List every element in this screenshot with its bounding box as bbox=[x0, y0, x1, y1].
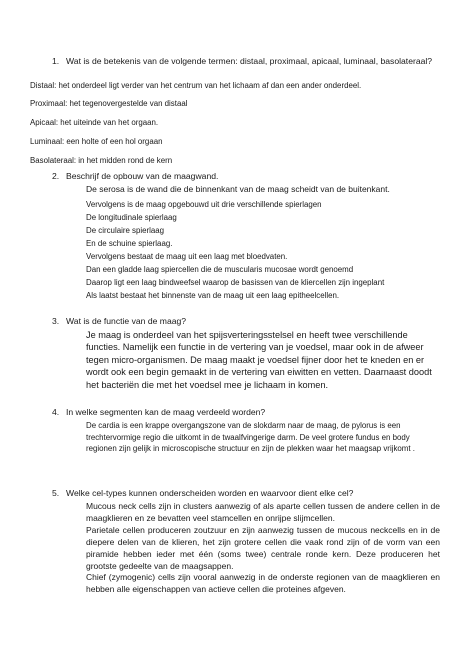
definition-distaal: Distaal: het onderdeel ligt verder van het centrum van het lichaam af dan een ander onderdeel. bbox=[30, 81, 362, 90]
question-text: Wat is de betekenis van de volgende termen: distaal, proximaal, apicaal, luminaal, basolateraal? bbox=[66, 56, 433, 66]
question-text: In welke segmenten kan de maag verdeeld worden? bbox=[66, 407, 266, 417]
answer-paragraph: Mucous neck cells zijn in clusters aanwezig of als aparte cellen tussen de andere cellen in de maagklieren en ze bevatten veel stamcellen en onrijpe slijmcellen. bbox=[86, 501, 440, 523]
answer-line: Als laatst bestaat het binnenste van de maag uit een laag epitheelcellen. bbox=[86, 291, 340, 300]
question-1 bbox=[52, 56, 436, 68]
answer-line: De circulaire spierlaag bbox=[86, 226, 165, 235]
answer-paragraph: Chief (zymogenic) cells zijn vooral aanwezig in de onderste regionen van de maagklieren en hebben alle eigenschappen van actieve cellen die proteines afgeven. bbox=[86, 572, 440, 595]
answer-line: Daarop ligt een laag bindweefsel waarop de basissen van de kliercellen zijn ingeplant bbox=[86, 278, 385, 287]
answer-paragraphs bbox=[86, 501, 440, 596]
question-number: 1. bbox=[52, 56, 60, 66]
question-3 bbox=[52, 316, 436, 328]
question-number: 2. bbox=[52, 171, 60, 181]
answer-line: De serosa is de wand die de binnenkant van de maag scheidt van de buitenkant. bbox=[86, 184, 390, 194]
question-4 bbox=[52, 407, 436, 419]
question-2 bbox=[52, 171, 436, 183]
question-number: 4. bbox=[52, 407, 60, 417]
definition-basolateraal: Basolateraal: in het midden rond de kern bbox=[30, 156, 173, 165]
question-number: 5. bbox=[52, 488, 60, 498]
answer-line: En de schuine spierlaag. bbox=[86, 239, 173, 248]
question-text: Welke cel-types kunnen onderscheiden worden en waarvoor dient elke cel? bbox=[66, 488, 354, 498]
answer-line: Dan een gladde laag spiercellen die de muscularis mucosae wordt genoemd bbox=[86, 265, 354, 274]
definition-proximaal: Proximaal: het tegenovergestelde van distaal bbox=[30, 99, 188, 108]
answer-paragraph: Parietale cellen produceren zoutzuur en zijn aanwezig tussen de mucous neckcells en in de diepere delen van de klieren, het zijn grotere cellen die vaak rond zijn of de vorm van een piramide hebben ieder met één (soms twee) centrale ronde kern. Deze produceren het grootste gedeelte van de maagsappen. bbox=[86, 524, 440, 571]
question-5 bbox=[52, 488, 436, 500]
answer-line: De longitudinale spierlaag bbox=[86, 213, 177, 222]
question-number: 3. bbox=[52, 316, 60, 326]
question-text: Beschrijf de opbouw van de maagwand. bbox=[66, 171, 219, 181]
question-text: Wat is de functie van de maag? bbox=[66, 316, 187, 326]
answer-line: Vervolgens is de maag opgebouwd uit drie verschillende spierlagen bbox=[86, 200, 322, 209]
definition-luminaal: Luminaal: een holte of een hol orgaan bbox=[30, 137, 163, 146]
answer-paragraph: De cardia is een krappe overgangszone van de slokdarm naar de maag, de pylorus is een trechtervormige regio die uitkomt in de twaalfvingerige darm. De veel grotere fundus en body regionen zijn gelijk in microscopische structuur en zijn de plekken waar het maagsap vrijkomt . bbox=[86, 421, 415, 454]
answer-line: Vervolgens bestaat de maag uit een laag met bloedvaten. bbox=[86, 252, 288, 261]
definition-apicaal: Apicaal: het uiteinde van het orgaan. bbox=[30, 118, 159, 127]
answer-paragraph: Je maag is onderdeel van het spijsverteringsstelsel en heeft twee verschillende functies. Namelijk een functie in de vertering van je voedsel, maar ook in de afweer tegen micro-organismen. De maag maakt je voedsel fijner door het te kneden en er wordt ook een begin gemaakt in de vertering van eiwitten en vetten. Daarnaast doodt het bacteriën die met het voedsel mee je lichaam in komen. bbox=[86, 330, 432, 390]
